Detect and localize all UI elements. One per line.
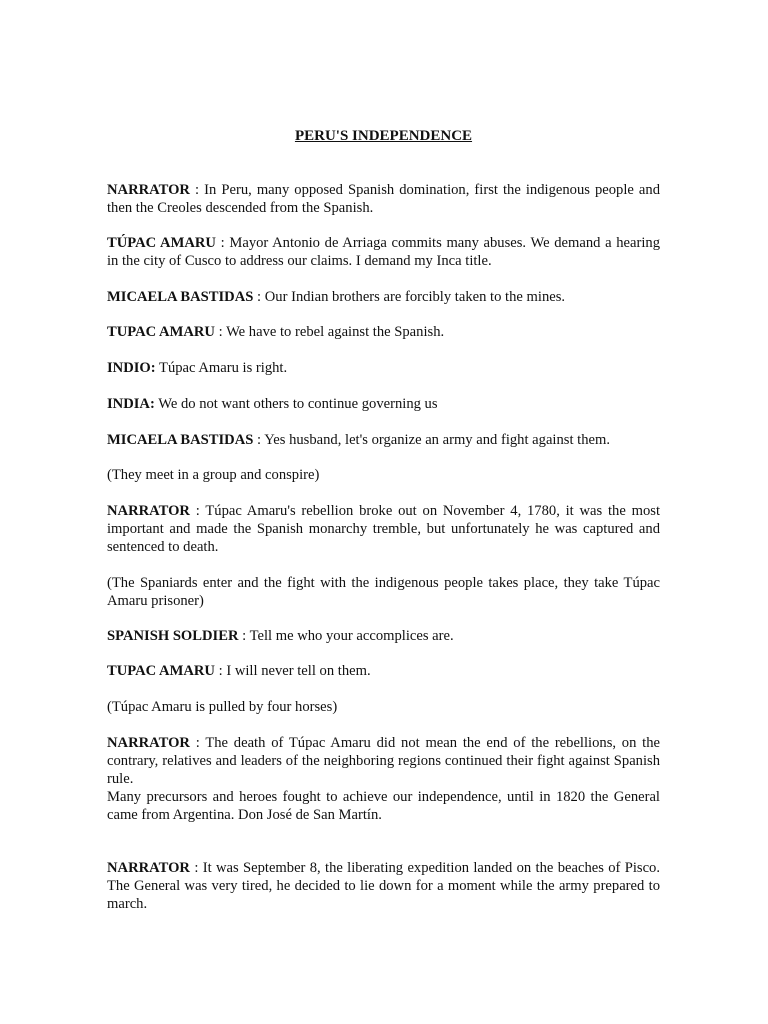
separator: :: [238, 628, 250, 644]
script-entry: [107, 662, 660, 680]
script-entry: [107, 734, 660, 788]
script-entry: [107, 288, 660, 306]
stage-direction-text: (They meet in a group and conspire): [107, 467, 320, 483]
speaker-name: INDIA:: [107, 396, 155, 412]
script-entry: [107, 234, 660, 270]
script-entry: [107, 627, 660, 645]
separator: :: [214, 663, 227, 679]
line-text: It was September 8, the liberating expedition landed on the beaches of Pisco. The General was very tired, he decided to lie down for a moment while the army prepared to march.: [107, 860, 660, 912]
separator: :: [214, 324, 227, 340]
speaker-name: MICAELA BASTIDAS: [107, 289, 254, 305]
separator: :: [215, 235, 230, 251]
separator: :: [189, 503, 206, 519]
speaker-name: SPANISH SOLDIER: [107, 628, 239, 644]
line-text: Yes husband, let's organize an army and fight against them.: [264, 432, 610, 448]
line-text: We do not want others to continue governing us: [158, 396, 438, 412]
line-text: Túpac Amaru is right.: [159, 360, 288, 376]
script-entry: [107, 395, 660, 413]
speaker-name: TÚPAC AMARU: [107, 235, 216, 251]
script-entry: [107, 181, 660, 217]
line-text: Tell me who your accomplices are.: [249, 628, 454, 644]
line-text: We have to rebel against the Spanish.: [226, 324, 445, 340]
line-text: The death of Túpac Amaru did not mean the end of the rebellions, on the contrary, relatives and leaders of the neighboring regions continued their fight against Spanish rule.: [107, 735, 660, 787]
separator: :: [189, 735, 206, 751]
separator: :: [189, 860, 203, 876]
line-text: Our Indian brothers are forcibly taken to the mines.: [264, 289, 566, 305]
speaker-name: INDIO:: [107, 360, 156, 376]
line-text: Mayor Antonio de Arriaga commits many abuses. We demand a hearing in the city of Cusco to address our claims. I demand my Inca title.: [107, 235, 660, 269]
script-entry: [107, 359, 660, 377]
speaker-name: TUPAC AMARU: [107, 663, 215, 679]
stage-direction: [107, 698, 660, 716]
speaker-name: TUPAC AMARU: [107, 324, 215, 340]
stage-direction: [107, 466, 660, 484]
stage-direction-text: (Túpac Amaru is pulled by four horses): [107, 699, 338, 715]
separator: :: [189, 182, 205, 198]
speaker-name: NARRATOR: [107, 735, 190, 751]
continuation-paragraph: [107, 788, 660, 824]
speaker-name: NARRATOR: [107, 860, 190, 876]
separator: :: [253, 289, 265, 305]
stage-direction-text: (The Spaniards enter and the fight with the indigenous people takes place, they take Túpac Amaru prisoner): [107, 575, 660, 609]
speaker-name: NARRATOR: [107, 503, 190, 519]
script-entry: [107, 323, 660, 341]
speaker-name: MICAELA BASTIDAS: [107, 432, 254, 448]
line-text: Many precursors and heroes fought to achieve our independence, until in 1820 the General came from Argentina. Don José de San Martín.: [107, 789, 660, 823]
stage-direction: [107, 574, 660, 610]
speaker-name: NARRATOR: [107, 182, 190, 198]
script-entry: [107, 431, 660, 449]
separator: :: [253, 432, 265, 448]
line-text: Túpac Amaru's rebellion broke out on November 4, 1780, it was the most important and made the Spanish monarchy tremble, but unfortunately he was captured and sentenced to death.: [107, 503, 660, 555]
script-entry: [107, 859, 660, 913]
line-text: In Peru, many opposed Spanish domination, first the indigenous people and then the Creoles descended from the Spanish.: [107, 182, 660, 216]
line-text: I will never tell on them.: [226, 663, 371, 679]
script-entry: [107, 502, 660, 556]
document-title: PERU'S INDEPENDENCE: [294, 128, 473, 144]
